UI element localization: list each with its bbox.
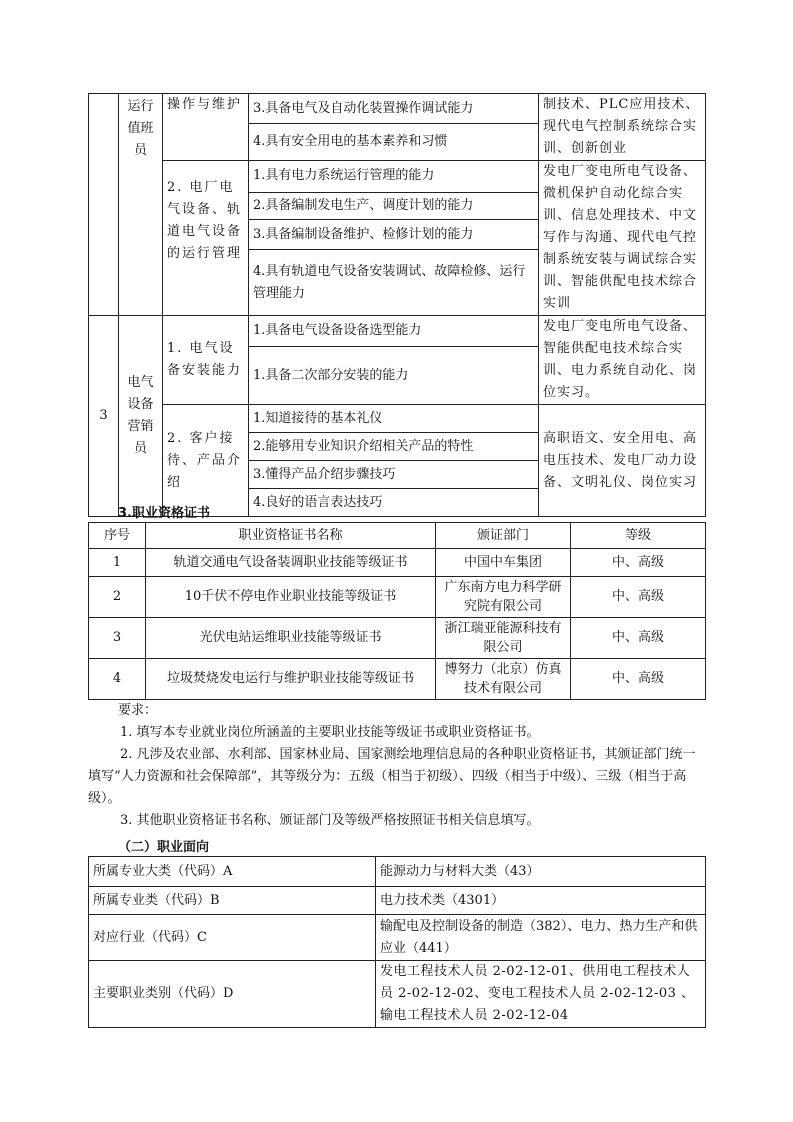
post-cell: 运行值班员 (119, 94, 163, 316)
requirement-item: 2. 凡涉及农业部、水利部、国家林业局、国家测绘地理信息局的各种职业资格证书，其颁证部门统一填写“人力资源和社会保障部”，其等级分为：五级（相当于初级）、四级（相当于中级）、三级（相当于高级）。 (88, 747, 696, 806)
courses-cell: 发电厂变电所电气设备、微机保护自动化综合实训、信息处理技术、中文写作与沟通、现代电气控制系统安装与调试综合实训、智能供配电技术综合实训 (539, 161, 706, 316)
post-cell: 电气设备营销员 (119, 316, 163, 517)
cert-level: 中、高级 (571, 659, 706, 700)
table-row (89, 961, 706, 1028)
skill-cell: 1.知道接待的基本礼仪 (249, 405, 539, 433)
area-cell: 2. 客户接待、产品介绍 (163, 405, 249, 517)
courses-cell: 制技术、PLC应用技术、现代电气控制系统综合实训、创新创业 (539, 94, 706, 161)
header-cell: 职业资格证书名称 (146, 523, 436, 549)
orientation-value: 输配电及控制设备的制造（382）、电力、热力生产和供应业（441） (376, 915, 706, 961)
cert-dept: 广东南方电力科学研究院有限公司 (436, 577, 571, 618)
table-row (89, 887, 706, 915)
cert-dept: 中国中车集团 (436, 549, 571, 577)
table-row (89, 857, 706, 887)
header-cell: 序号 (89, 523, 146, 549)
orientation-table (88, 856, 706, 1028)
area-cell: 操作与维护 (163, 94, 249, 161)
skill-cell: 4.良好的语言表达技巧 (249, 489, 539, 517)
job-skills-table (88, 93, 706, 517)
header-cell: 颁证部门 (436, 523, 571, 549)
cert-dept: 博努力（北京）仿真技术有限公司 (436, 659, 571, 700)
orientation-value: 发电工程技术人员 2-02-12-01、供用电工程技术人员 2-02-12-02、变电工程技术人员 2-02-12-03 、输电工程技术人员 2-02-12-04 (376, 961, 706, 1028)
cert-no: 4 (89, 659, 146, 700)
cert-name: 光伏电站运维职业技能等级证书 (146, 618, 436, 659)
skill-cell: 1.具有电力系统运行管理的能力 (249, 161, 539, 193)
table-row (89, 577, 706, 618)
cert-name: 10千伏不停电作业职业技能等级证书 (146, 577, 436, 618)
skill-cell: 3.具备电气及自动化装置操作调试能力 (249, 94, 539, 124)
cert-dept: 浙江瑞亚能源科技有限公司 (436, 618, 571, 659)
table-row (89, 618, 706, 659)
cert-level: 中、高级 (571, 618, 706, 659)
requirement-item: 1. 填写本专业就业岗位所涵盖的主要职业技能等级证书或职业资格证书。 (120, 725, 540, 740)
requirements-title: 要求： (118, 703, 158, 718)
orientation-value: 电力技术类（4301） (376, 887, 706, 915)
orientation-label: 主要职业类别（代码）D (89, 961, 376, 1028)
skill-cell: 3.懂得产品介绍步骤技巧 (249, 461, 539, 489)
orientation-label: 对应行业（代码）C (89, 915, 376, 961)
orientation-label: 所属专业类（代码）B (89, 887, 376, 915)
section-title-orientation: （二）职业面向 (118, 840, 210, 855)
cert-name: 轨道交通电气设备装调职业技能等级证书 (146, 549, 436, 577)
cert-name: 垃圾焚烧发电运行与维护职业技能等级证书 (146, 659, 436, 700)
table-row (89, 659, 706, 700)
table-row (89, 549, 706, 577)
courses-cell: 高职语文、安全用电、高电压技术、发电厂动力设备、文明礼仪、岗位实习 (539, 405, 706, 517)
skill-cell: 4.具有安全用电的基本素养和习惯 (249, 124, 539, 161)
section-title-certificates: 3.职业资格证书 (118, 506, 210, 521)
cert-no: 2 (89, 577, 146, 618)
row-number-cell: 3 (89, 316, 119, 517)
cert-no: 3 (89, 618, 146, 659)
skill-cell: 4.具有轨道电气设备安装调试、故障检修、运行管理能力 (249, 250, 539, 316)
skill-cell: 2.能够用专业知识介绍相关产品的特性 (249, 433, 539, 461)
courses-cell: 发电厂变电所电气设备、智能供配电技术综合实训、电力系统自动化、岗位实习。 (539, 316, 706, 405)
orientation-label: 所属专业大类（代码）A (89, 857, 376, 887)
skill-cell: 3.具备编制设备维护、检修计划的能力 (249, 220, 539, 250)
cert-level: 中、高级 (571, 549, 706, 577)
skill-cell: 1.具备电气设备设备选型能力 (249, 316, 539, 347)
orientation-value: 能源动力与材料大类（43） (376, 857, 706, 887)
certificate-table (88, 522, 706, 700)
row-number-cell (89, 94, 119, 316)
area-cell: 1. 电气设备安装能力 (163, 316, 249, 405)
cert-no: 1 (89, 549, 146, 577)
requirement-item: 3. 其他职业资格证书名称、颁证部门及等级严格按照证书相关信息填写。 (120, 813, 540, 828)
skill-cell: 2.具备编制发电生产、调度计划的能力 (249, 192, 539, 220)
cert-level: 中、高级 (571, 577, 706, 618)
header-cell: 等级 (571, 523, 706, 549)
table-row (89, 915, 706, 961)
area-cell: 2. 电厂电气设备、轨道电气设备的运行管理 (163, 161, 249, 316)
skill-cell: 1.具备二次部分安装的能力 (249, 347, 539, 405)
